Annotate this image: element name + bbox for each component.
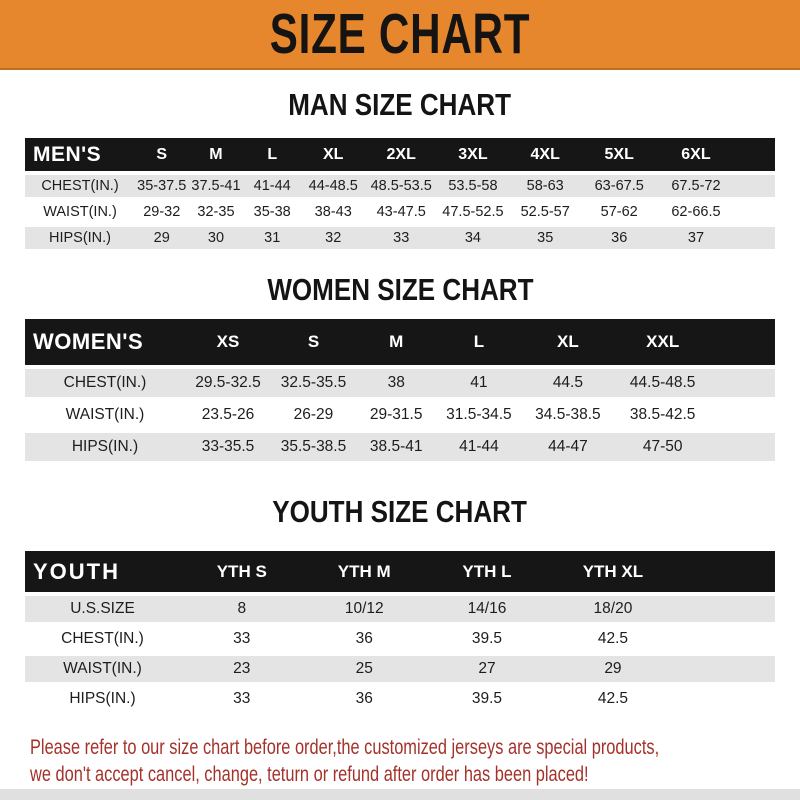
measurement-label: HIPS(IN.): [25, 686, 180, 712]
measurement-row: [25, 201, 775, 223]
table-label-header: MEN'S: [25, 138, 135, 171]
size-column-header: S: [271, 319, 356, 365]
measurement-row: [25, 433, 775, 461]
measurement-value: 39.5: [425, 626, 549, 652]
measurement-row: [25, 369, 775, 397]
measurement-value: 30: [188, 227, 243, 249]
size-column-header: S: [135, 138, 188, 171]
measurement-value: 34: [437, 227, 509, 249]
measurement-value: 36: [304, 626, 425, 652]
size-column-header: 6XL: [657, 138, 735, 171]
measurement-value: 27: [425, 656, 549, 682]
order-policy-line-2: we don't accept cancel, change, teturn or refund after order has been placed!: [30, 763, 589, 786]
measurement-row: [25, 401, 775, 429]
measurement-label: WAIST(IN.): [25, 401, 185, 429]
measurement-value: 33-35.5: [185, 433, 271, 461]
measurement-value: 29.5-32.5: [185, 369, 271, 397]
measurement-value: 37: [657, 227, 735, 249]
measurement-value: 29: [549, 656, 677, 682]
measurement-value: 31.5-34.5: [436, 401, 521, 429]
measurement-value: 38-43: [301, 201, 366, 223]
measurement-value: 58-63: [509, 175, 582, 197]
measurement-value: 32.5-35.5: [271, 369, 356, 397]
measurement-value: 33: [180, 686, 304, 712]
size-column-header: XS: [185, 319, 271, 365]
measurement-value: 37.5-41: [188, 175, 243, 197]
men-size-table: [25, 134, 775, 253]
measurement-label: WAIST(IN.): [25, 656, 180, 682]
size-column-header: 3XL: [437, 138, 509, 171]
measurement-value: 38: [356, 369, 436, 397]
row-filler-cell: [711, 369, 775, 397]
measurement-value: 32-35: [188, 201, 243, 223]
measurement-label: CHEST(IN.): [25, 175, 135, 197]
size-column-header: YTH M: [304, 551, 425, 592]
measurement-value: 63-67.5: [581, 175, 657, 197]
measurement-value: 35.5-38.5: [271, 433, 356, 461]
measurement-value: 42.5: [549, 686, 677, 712]
women-size-table: [25, 315, 775, 465]
measurement-value: 34.5-38.5: [521, 401, 614, 429]
row-filler-cell: [677, 596, 775, 622]
measurement-value: 31: [243, 227, 301, 249]
size-column-header: YTH L: [425, 551, 549, 592]
measurement-value: 42.5: [549, 626, 677, 652]
measurement-value: 33: [365, 227, 436, 249]
measurement-value: 29: [135, 227, 188, 249]
size-column-header: 4XL: [509, 138, 582, 171]
measurement-value: 44-47: [521, 433, 614, 461]
row-filler-cell: [711, 433, 775, 461]
measurement-value: 36: [304, 686, 425, 712]
row-filler-cell: [711, 401, 775, 429]
measurement-value: 62-66.5: [657, 201, 735, 223]
measurement-value: 52.5-57: [509, 201, 582, 223]
measurement-value: 48.5-53.5: [365, 175, 436, 197]
measurement-row: [25, 596, 775, 622]
size-column-header: M: [188, 138, 243, 171]
row-filler-cell: [677, 626, 775, 652]
size-chart-banner: [0, 0, 800, 70]
measurement-value: 10/12: [304, 596, 425, 622]
bottom-gray-strip: [0, 789, 800, 800]
measurement-value: 41: [436, 369, 521, 397]
size-chart-content: [0, 88, 800, 716]
size-column-header: 5XL: [581, 138, 657, 171]
measurement-value: 53.5-58: [437, 175, 509, 197]
measurement-value: 29-32: [135, 201, 188, 223]
order-policy-note: [30, 734, 800, 788]
size-column-header: YTH S: [180, 551, 304, 592]
size-column-header: L: [436, 319, 521, 365]
measurement-value: 47.5-52.5: [437, 201, 509, 223]
measurement-value: 44-48.5: [301, 175, 366, 197]
row-filler-cell: [735, 201, 775, 223]
size-column-header: L: [243, 138, 301, 171]
banner-title: SIZE CHART: [269, 1, 531, 66]
measurement-value: 25: [304, 656, 425, 682]
header-filler-cell: [677, 551, 775, 592]
men-section-heading: MAN SIZE CHART: [288, 87, 512, 122]
measurement-value: 33: [180, 626, 304, 652]
row-filler-cell: [677, 656, 775, 682]
measurement-label: U.S.SIZE: [25, 596, 180, 622]
measurement-value: 36: [581, 227, 657, 249]
size-column-header: XL: [301, 138, 366, 171]
measurement-label: HIPS(IN.): [25, 227, 135, 249]
header-filler-cell: [711, 319, 775, 365]
measurement-value: 41-44: [436, 433, 521, 461]
measurement-row: [25, 175, 775, 197]
measurement-value: 38.5-41: [356, 433, 436, 461]
measurement-row: [25, 626, 775, 652]
size-column-header: XL: [521, 319, 614, 365]
size-column-header: M: [356, 319, 436, 365]
row-filler-cell: [735, 227, 775, 249]
measurement-label: HIPS(IN.): [25, 433, 185, 461]
measurement-row: [25, 227, 775, 249]
measurement-row: [25, 686, 775, 712]
measurement-value: 29-31.5: [356, 401, 436, 429]
measurement-value: 44.5: [521, 369, 614, 397]
table-label-header: YOUTH: [25, 551, 180, 592]
measurement-value: 23.5-26: [185, 401, 271, 429]
measurement-value: 41-44: [243, 175, 301, 197]
youth-size-table: [25, 547, 775, 716]
measurement-value: 43-47.5: [365, 201, 436, 223]
measurement-value: 35-38: [243, 201, 301, 223]
table-label-header: WOMEN'S: [25, 319, 185, 365]
row-filler-cell: [735, 175, 775, 197]
measurement-value: 26-29: [271, 401, 356, 429]
row-filler-cell: [677, 686, 775, 712]
measurement-value: 67.5-72: [657, 175, 735, 197]
size-column-header: YTH XL: [549, 551, 677, 592]
measurement-value: 38.5-42.5: [614, 401, 711, 429]
measurement-value: 39.5: [425, 686, 549, 712]
size-column-header: 2XL: [365, 138, 436, 171]
header-filler-cell: [735, 138, 775, 171]
measurement-label: WAIST(IN.): [25, 201, 135, 223]
measurement-label: CHEST(IN.): [25, 626, 180, 652]
measurement-value: 57-62: [581, 201, 657, 223]
measurement-value: 44.5-48.5: [614, 369, 711, 397]
size-header-row: [25, 138, 775, 171]
measurement-value: 47-50: [614, 433, 711, 461]
measurement-label: CHEST(IN.): [25, 369, 185, 397]
measurement-value: 23: [180, 656, 304, 682]
order-policy-line-1: Please refer to our size chart before order,the customized jerseys are special products,: [30, 736, 660, 759]
measurement-value: 18/20: [549, 596, 677, 622]
measurement-value: 8: [180, 596, 304, 622]
measurement-value: 35-37.5: [135, 175, 188, 197]
measurement-value: 35: [509, 227, 582, 249]
youth-section-heading: YOUTH SIZE CHART: [272, 494, 528, 529]
women-section-heading: WOMEN SIZE CHART: [266, 272, 534, 307]
measurement-value: 14/16: [425, 596, 549, 622]
size-header-row: [25, 319, 775, 365]
measurement-value: 32: [301, 227, 366, 249]
measurement-row: [25, 656, 775, 682]
size-header-row: [25, 551, 775, 592]
size-column-header: XXL: [614, 319, 711, 365]
